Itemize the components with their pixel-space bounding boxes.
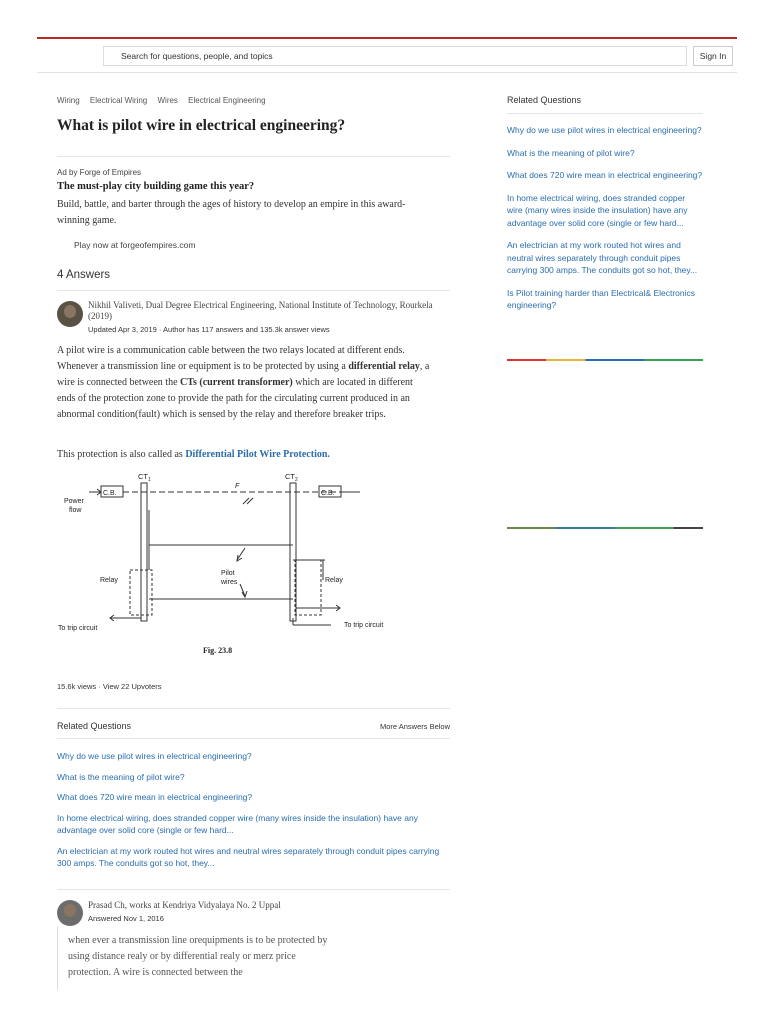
- sidebar-ad[interactable]: [507, 359, 703, 529]
- sidebar-question-link[interactable]: What is the meaning of pilot wire?: [507, 147, 635, 158]
- answer-text: when ever a transmission line orequipments is to be protected by using distance realy or by differential realy or merz price protection. A wire is connected between the: [68, 935, 328, 978]
- answer-quote-line: [57, 926, 58, 990]
- related-questions-heading: Related Questions: [57, 721, 132, 731]
- topic-link[interactable]: Wires: [157, 96, 178, 105]
- sidebar-question-list: [507, 124, 703, 322]
- related-question-link[interactable]: Why do we use pilot wires in electrical engineering?: [57, 751, 252, 761]
- answer-text: A pilot wire is a communication cable between the two relays located at different ends. Whenever a transmission line or equipment is to be protected by using a differential relay, a wire is connected between the CTs (current transformer) which are located in different ends of the protection zone to provide the path for the circulating current produced in an abnormal condition(fault) which is sensed by the relay and therefore breaker trips.: [57, 345, 430, 420]
- answer-text-2: This protection is also called as Differential Pilot Wire Protection.: [57, 449, 330, 460]
- related-question-link[interactable]: What does 720 wire mean in electrical engineering?: [57, 792, 253, 802]
- topic-link[interactable]: Electrical Engineering: [188, 96, 266, 105]
- cb-left-label: C.B.: [103, 490, 117, 497]
- trip-right-label: To trip circuit: [344, 622, 384, 629]
- sign-in-button[interactable]: Sign In: [693, 46, 733, 66]
- related-question-link[interactable]: What is the meaning of pilot wire?: [57, 771, 185, 782]
- avatar[interactable]: [57, 301, 83, 327]
- answers-count: 4 Answers: [57, 269, 111, 281]
- ad-link[interactable]: Play now at forgeofempires.com: [74, 240, 196, 250]
- ad-sponsor: Ad by Forge of Empires: [57, 168, 142, 177]
- answer-meta: Answered Nov 1, 2016: [88, 914, 164, 923]
- answer-meta: Updated Apr 3, 2019 · Author has 117 answers and 135.3k answer views: [88, 325, 330, 334]
- pilot-wires-label: Pilot: [221, 570, 235, 577]
- sidebar-question-link[interactable]: In home electrical wiring, does stranded copper wire (many wires inside the insulation) have any advantage over solid core (single or few hard...: [507, 192, 688, 228]
- sidebar-question-link[interactable]: Why do we use pilot wires in electrical engineering?: [507, 125, 702, 135]
- answer-author[interactable]: Prasad Ch, works at Kendriya Vidyalaya No. 2 Uppal: [88, 900, 281, 910]
- divider: [57, 738, 450, 739]
- pilot-wire-diagram: [55, 470, 400, 656]
- sidebar-question-link[interactable]: What does 720 wire mean in electrical engineering?: [507, 170, 703, 180]
- avatar[interactable]: [57, 900, 83, 926]
- relay-right-label: Relay: [325, 577, 343, 584]
- relay-left-label: Relay: [100, 577, 118, 584]
- ad-top-stripe: [507, 359, 703, 361]
- view-count[interactable]: 15.6k views · View 22 Upvoters: [57, 682, 162, 691]
- figure-caption: Fig. 23.8: [203, 646, 233, 655]
- question-title: What is pilot wire in electrical engineering?: [57, 117, 346, 134]
- ad-body: Build, battle, and barter through the ages of history to develop an empire in this award-winning game.: [57, 199, 406, 226]
- header-bar: [37, 39, 737, 73]
- related-question-link[interactable]: In home electrical wiring, does stranded copper wire (many wires inside the insulation) have any advantage over solid core (single or few hard...: [57, 812, 418, 835]
- topic-link[interactable]: Electrical Wiring: [89, 96, 148, 105]
- divider: [57, 290, 450, 291]
- topic-link[interactable]: Wiring: [57, 96, 80, 105]
- related-question-link[interactable]: An electrician at my work routed hot wires and neutral wires separately through conduit pipes carrying 300 amps. The conduits got so hot, they...: [57, 845, 440, 868]
- topic-list: [57, 96, 274, 105]
- search-input[interactable]: Search for questions, people, and topics: [103, 46, 687, 66]
- cb-right-label: C.B.: [321, 490, 335, 497]
- sidebar-question-link[interactable]: An electrician at my work routed hot wires and neutral wires separately through conduit pipes carrying 300 amps. The conduits got so hot, they...: [507, 240, 698, 275]
- divider: [57, 156, 450, 157]
- power-flow-label: Power: [64, 498, 84, 505]
- fault-label: F: [235, 483, 240, 490]
- power-flow-label-2: flow: [69, 507, 82, 514]
- trip-left-label: To trip circuit: [58, 625, 98, 632]
- ad-headline[interactable]: The must-play city building game this year?: [57, 181, 255, 192]
- ct1-label: $CT_1$: [138, 472, 151, 483]
- sidebar-heading: Related Questions: [507, 95, 582, 105]
- ad-bottom-stripe: [507, 527, 703, 529]
- pilot-wires-label-2: wires: [221, 579, 238, 586]
- divider: [57, 889, 450, 890]
- divider: [57, 708, 450, 709]
- sidebar-question-link[interactable]: Is Pilot training harder than Electrical& Electronics engineering?: [507, 287, 696, 310]
- divider: [507, 113, 703, 114]
- related-questions-list: [57, 750, 450, 878]
- more-answers-below: More Answers Below: [379, 722, 450, 731]
- answer-author[interactable]: Nikhil Valiveti, Dual Degree Electrical Engineering, National Institute of Technology, Rourkela (2019): [88, 300, 433, 321]
- protection-link[interactable]: Differential Pilot Wire Protection.: [185, 449, 330, 460]
- ct2-label: $CT_2$: [285, 472, 298, 483]
